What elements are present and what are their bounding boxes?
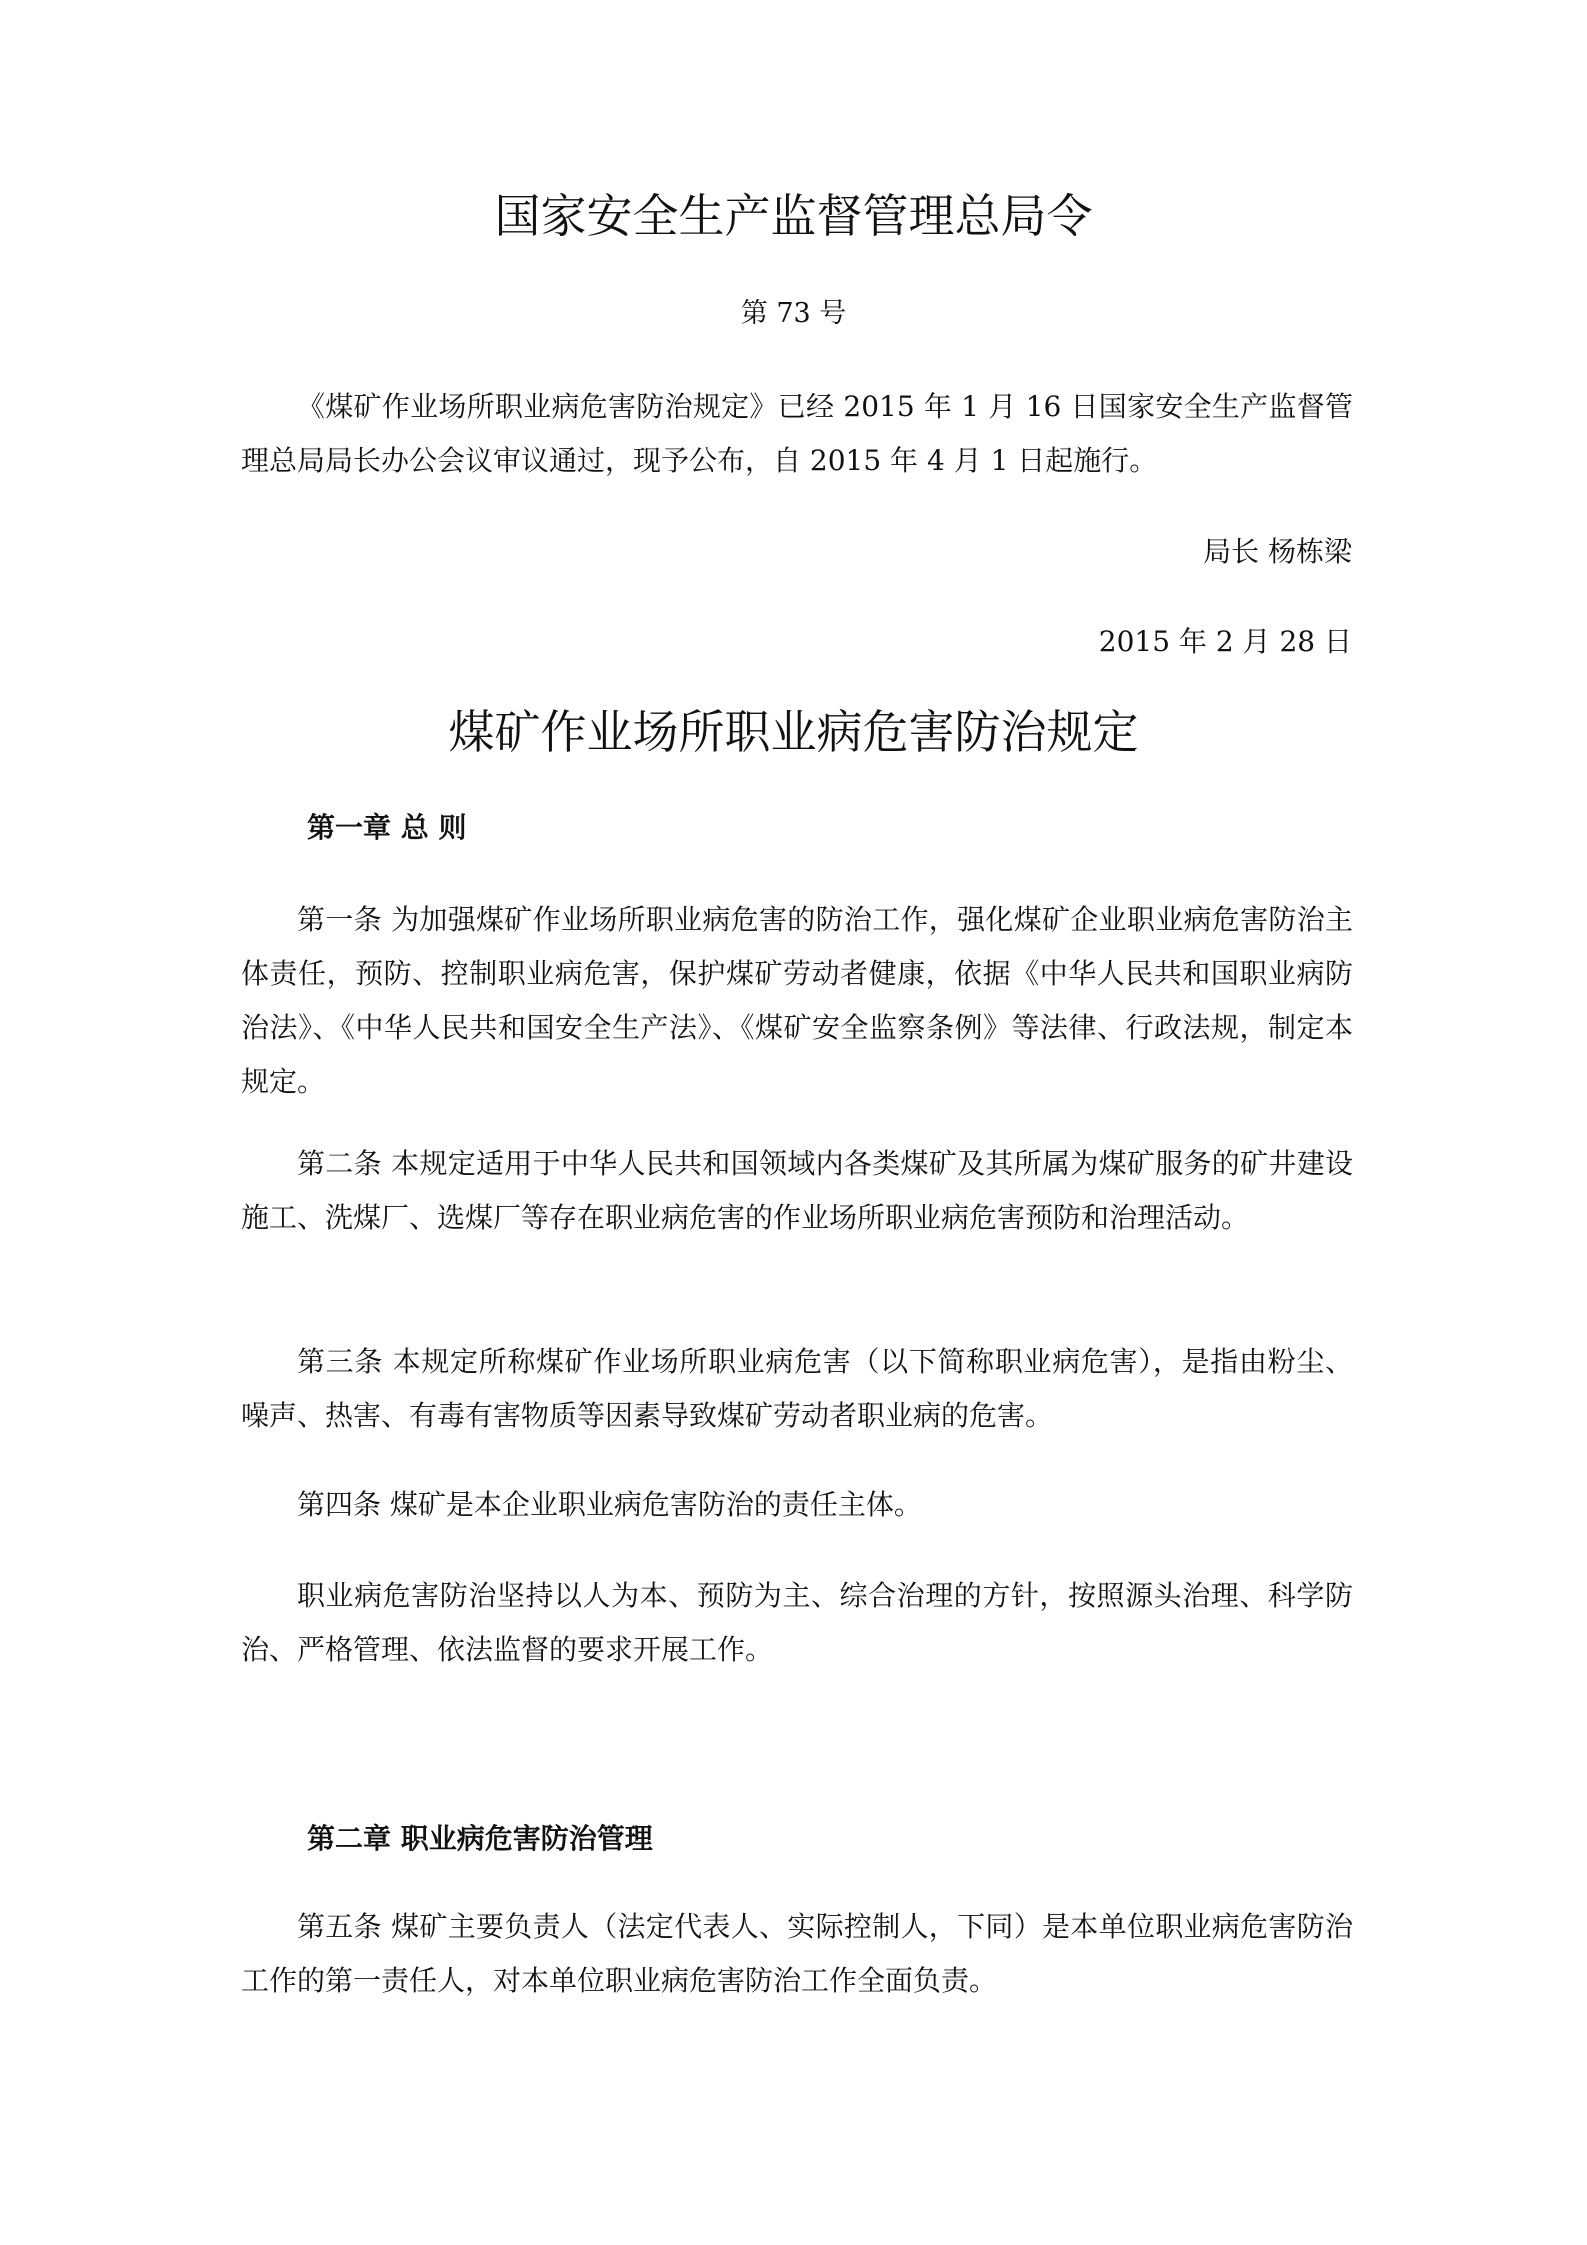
order-date: 2015 年 2 月 28 日 [1098, 625, 1352, 658]
order-body: 《煤矿作业场所职业病危害防治规定》已经 2015 年 1 月 16 日国家安全生产监督管理总局局长办公会议审议通过，现予公布，自 2015 年 4 月 1 日起施行。 [241, 390, 1353, 477]
chapter-heading: 第一章 总 则 [307, 811, 467, 844]
article-paragraph: 第四条 煤矿是本企业职业病危害防治的责任主体。 [297, 1488, 922, 1521]
article-paragraph: 第一条 为加强煤矿作业场所职业病危害的防治工作，强化煤矿企业职业病危害防治主体责任，预防、控制职业病危害，保护煤矿劳动者健康，依据《中华人民共和国职业病防治法》、《中华人民共和国安全生产法》、《煤矿安全监察条例》等法律、行政法规，制定本规定。 [241, 903, 1353, 1098]
chapter-heading: 第二章 职业病危害防治管理 [307, 1822, 653, 1855]
signature: 局长 杨栋梁 [1203, 535, 1352, 568]
order-title: 国家安全生产监督管理总局令 [494, 189, 1093, 243]
article-paragraph: 第五条 煤矿主要负责人（法定代表人、实际控制人，下同）是本单位职业病危害防治工作的第一责任人，对本单位职业病危害防治工作全面负责。 [241, 1910, 1353, 1997]
regulation-title: 煤矿作业场所职业病危害防治规定 [448, 705, 1139, 759]
article-paragraph: 第二条 本规定适用于中华人民共和国领域内各类煤矿及其所属为煤矿服务的矿井建设施工、洗煤厂、选煤厂等存在职业病危害的作业场所职业病危害预防和治理活动。 [241, 1147, 1353, 1234]
article-paragraph: 第三条 本规定所称煤矿作业场所职业病危害（以下简称职业病危害），是指由粉尘、噪声、热害、有毒有害物质等因素导致煤矿劳动者职业病的危害。 [241, 1345, 1353, 1432]
article-paragraph: 职业病危害防治坚持以人为本、预防为主、综合治理的方针，按照源头治理、科学防治、严格管理、依法监督的要求开展工作。 [241, 1579, 1353, 1666]
order-number: 第 73 号 [740, 298, 847, 329]
